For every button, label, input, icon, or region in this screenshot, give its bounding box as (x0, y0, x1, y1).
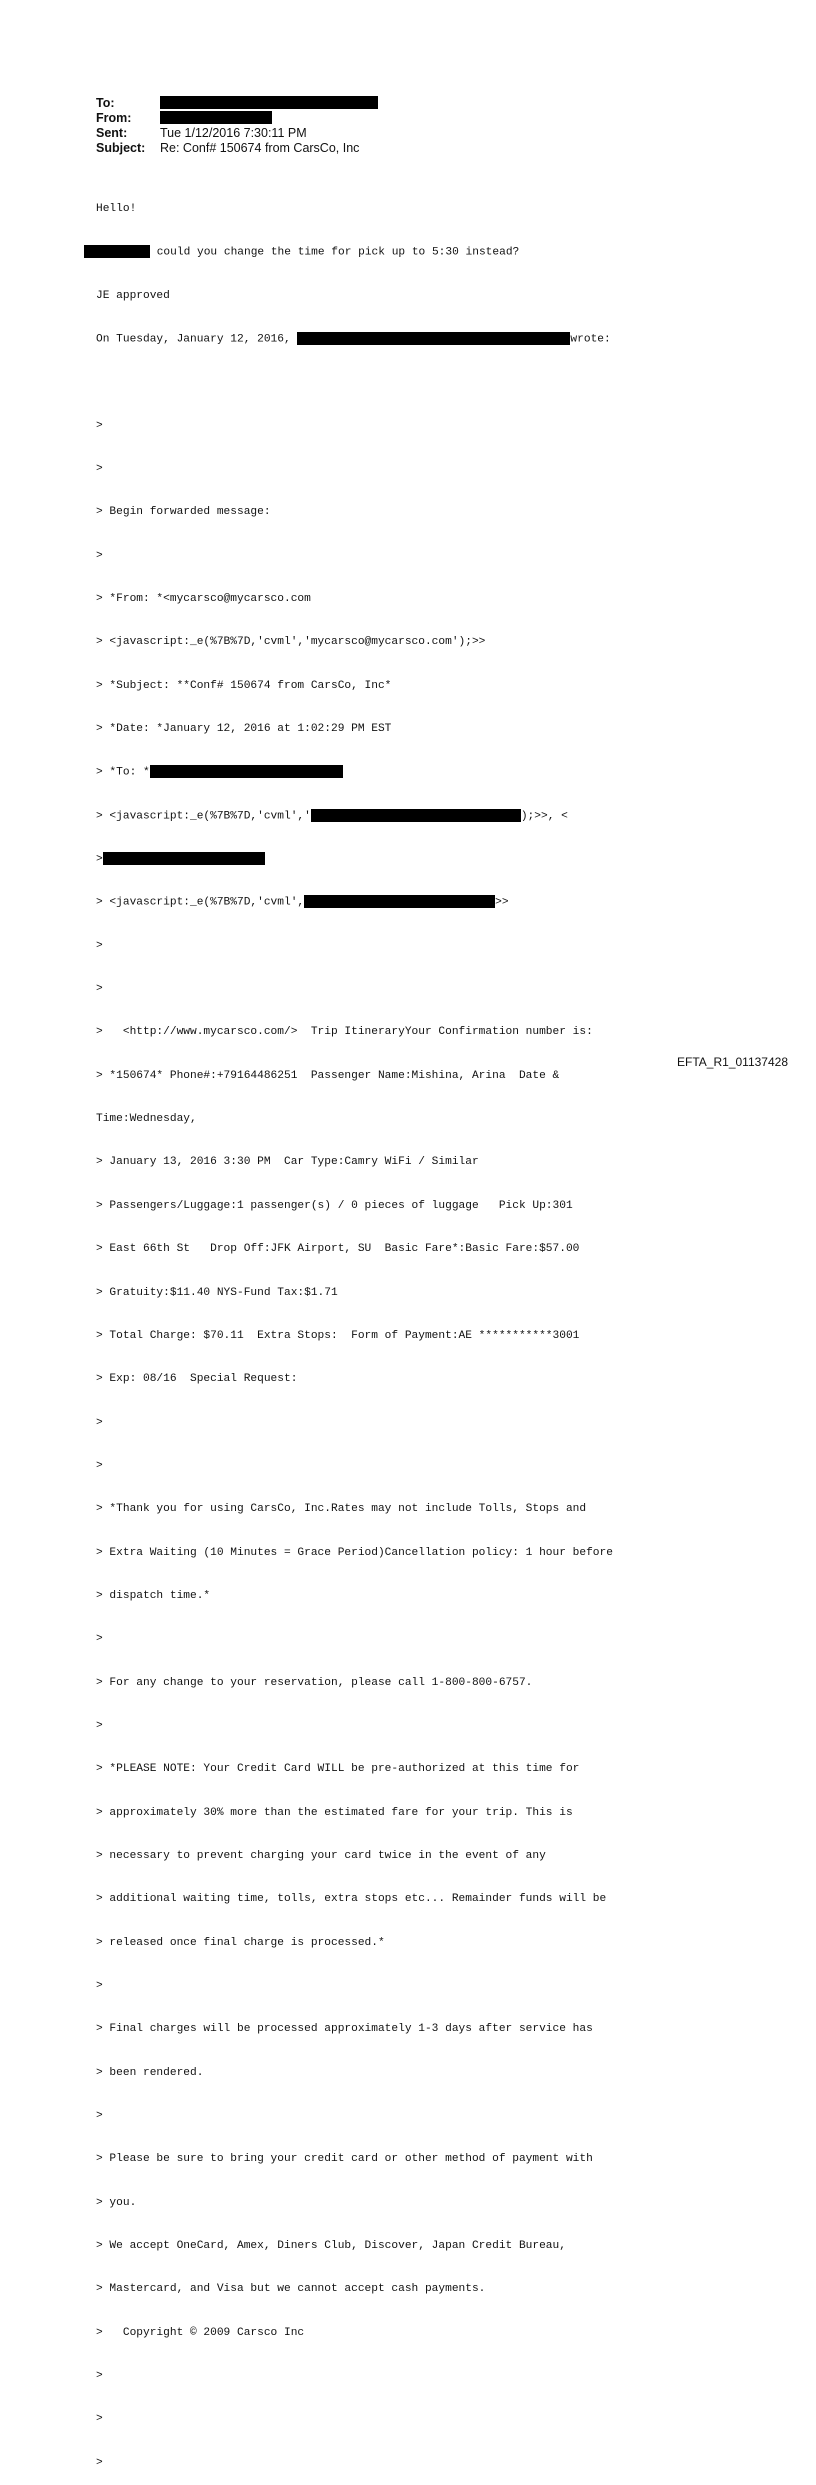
body-line-text: > (96, 853, 103, 866)
body-line: > Extra Waiting (10 Minutes = Grace Period)Cancellation policy: 1 hour before (96, 1546, 613, 1559)
body-line: > Copyright © 2009 Carsco Inc (96, 2326, 305, 2339)
body-line: > (96, 549, 103, 562)
body-line-text: > <javascript:_e(%7B%7D,'cvml', (96, 896, 305, 909)
body-line: > *PLEASE NOTE: Your Credit Card WILL be pre-authorized at this time for (96, 1763, 580, 1776)
body-line: > released once final charge is processed.* (96, 1936, 385, 1949)
to-row (96, 96, 378, 111)
body-line: > (96, 1416, 103, 1429)
sent-value: Tue 1/12/2016 7:30:11 PM (160, 126, 307, 140)
from-label: From: (96, 111, 132, 125)
email-body (96, 173, 613, 2485)
body-line: > necessary to prevent charging your card twice in the event of any (96, 1849, 546, 1862)
body-line-text: wrote: (570, 333, 611, 346)
body-line: > (96, 1459, 103, 1472)
body-line: > *Subject: **Conf# 150674 from CarsCo, Inc* (96, 679, 392, 692)
body-line: > (96, 983, 103, 996)
body-line: > <http://www.mycarsco.com/> Trip ItineraryYour Confirmation number is: (96, 1026, 593, 1039)
subject-value: Re: Conf# 150674 from CarsCo, Inc (160, 141, 360, 155)
body-line: > East 66th St Drop Off:JFK Airport, SU Basic Fare*:Basic Fare:$57.00 (96, 1243, 580, 1256)
body-line: > (96, 2413, 103, 2426)
body-line: > January 13, 2016 3:30 PM Car Type:Camry WiFi / Similar (96, 1156, 479, 1169)
body-line: > *Thank you for using CarsCo, Inc.Rates may not include Tolls, Stops and (96, 1503, 587, 1516)
redaction-block (304, 895, 495, 908)
body-line: > <javascript:_e(%7B%7D,'cvml','mycarsco@mycarsco.com');>> (96, 636, 486, 649)
redaction-block (160, 96, 378, 109)
body-line: > Exp: 08/16 Special Request: (96, 1373, 298, 1386)
to-label: To: (96, 96, 115, 110)
body-line: Hello! (96, 202, 137, 215)
body-line (96, 895, 613, 909)
subject-label: Subject: (96, 141, 146, 155)
body-line: > *Date: *January 12, 2016 at 1:02:29 PM EST (96, 723, 392, 736)
body-line: > (96, 939, 103, 952)
body-line: > (96, 462, 103, 475)
document-id: EFTA_R1_01137428 (677, 1055, 788, 1069)
body-line: > Mastercard, and Visa but we cannot accept cash payments. (96, 2283, 486, 2296)
body-line (96, 375, 613, 389)
redaction-block (160, 111, 272, 124)
sent-row (96, 126, 378, 141)
body-line-text: could you change the time for pick up to 5:30 instead? (150, 246, 520, 259)
email-header (96, 96, 378, 156)
body-line: > Gratuity:$11.40 NYS-Fund Tax:$1.71 (96, 1286, 338, 1299)
redaction-block (297, 332, 570, 345)
body-line: > you. (96, 2196, 137, 2209)
body-line: > *From: *<mycarsco@mycarsco.com (96, 593, 311, 605)
redaction-block (103, 852, 265, 865)
body-line: > *150674* Phone#:+79164486251 Passenger Name:Mishina, Arina Date & (96, 1069, 560, 1082)
body-line: > Please be sure to bring your credit card or other method of payment with (96, 2153, 593, 2166)
body-line: > Begin forwarded message: (96, 506, 271, 519)
body-line: JE approved (96, 289, 170, 302)
body-line: > (96, 1980, 103, 1992)
body-line: > (96, 2456, 103, 2469)
body-line: > We accept OneCard, Amex, Diners Club, Discover, Japan Credit Bureau, (96, 2240, 566, 2253)
redaction-block (311, 809, 521, 822)
body-line: > For any change to your reservation, please call 1-800-800-6757. (96, 1676, 533, 1689)
body-line: Time:Wednesday, (96, 1113, 197, 1126)
body-line (96, 332, 613, 346)
subject-row (96, 141, 378, 156)
body-line: > (96, 2110, 103, 2123)
sent-label: Sent: (96, 126, 128, 140)
body-line (84, 245, 613, 259)
body-line: > (96, 1719, 103, 1732)
body-line: > (96, 419, 103, 432)
body-line: > (96, 1633, 103, 1646)
body-line (96, 809, 613, 823)
body-line: > Final charges will be processed approximately 1-3 days after service has (96, 2023, 593, 2036)
body-line: > Total Charge: $70.11 Extra Stops: Form of Payment:AE ***********3001 (96, 1329, 580, 1342)
body-line (96, 765, 613, 779)
body-line: > (96, 2370, 103, 2383)
body-line-text: >> (495, 896, 509, 909)
body-line (96, 852, 613, 866)
body-line: > dispatch time.* (96, 1589, 211, 1602)
body-line: > approximately 30% more than the estimated fare for your trip. This is (96, 1806, 573, 1819)
body-line: > Passengers/Luggage:1 passenger(s) / 0 pieces of luggage Pick Up:301 (96, 1199, 573, 1212)
body-line-text: On Tuesday, January 12, 2016, (96, 333, 298, 346)
from-row (96, 111, 378, 126)
body-line: > additional waiting time, tolls, extra stops etc... Remainder funds will be (96, 1893, 607, 1906)
body-line-text: );>>, < (520, 810, 568, 823)
body-line-text: > <javascript:_e(%7B%7D,'cvml',' (96, 810, 311, 823)
redaction-block (84, 245, 150, 258)
body-line-text: > *To: * (96, 766, 150, 779)
redaction-block (150, 765, 343, 778)
body-line: > been rendered. (96, 2066, 204, 2079)
